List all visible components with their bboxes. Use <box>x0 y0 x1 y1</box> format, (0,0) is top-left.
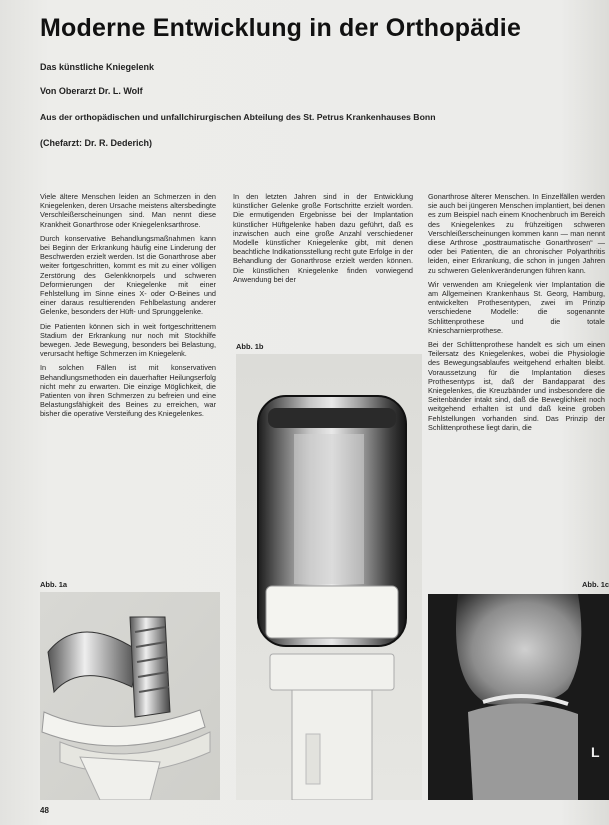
xray-side-marker: L <box>591 744 600 760</box>
paragraph: In den letzten Jahren sind in der Entwicklung künstlicher Gelenke große Fortschritte erzielt worden. Die ermutigenden Ergebnisse bei der Implantation künstlicher Hüftgelenke haben dazu geführt, daß es inzwischen auch eine große Anzahl verschiedener Modelle künstlicher Kniegelenke gibt, mit denen beachtliche Indikationsstellung recht gute Erfolge in der Behandlung der Gonarthrose erzielt werden können. Die künstlichen Kniegelenke finden vorwiegend Anwendung bei der <box>233 192 413 284</box>
figure-1c-xray <box>428 594 609 800</box>
paragraph: In solchen Fällen ist mit konservativen Behandlungsmethoden ein dauerhafter Heilungserfolg nicht mehr zu erwarten. Die einzige Möglichkeit, die Patienten von ihren Schmerzen zu befreien und eine Belastungsfähigkeit des Beines zu erreichen, war bisher die operative Versteifung des Kniegelenkes. <box>40 363 216 419</box>
paragraph: Gonarthrose älterer Menschen. In Einzelfällen werden sie auch bei jüngeren Menschen implantiert, bei denen es zum Beispiel nach einem Knochenbruch im Bereich des Kniegelenkes zu frühzeitigen schweren Verschleißerscheinungen kommen kann — man nennt diese Arthrose „posttraumatische Gonarthrosen“ — oder bei Patienten, die an chronischer Polyarthritis leiden, einer Erkrankung, die schon in jungen Jahren zu schweren Gelenkveränderungen führen kann. <box>428 192 605 275</box>
paragraph: Bei der Schlittenprothese handelt es sich um einen Teilersatz des Kniegelenkes, wobei die Physiologie des Bewegungsablaufes weitgehend erhalten bleibt. Voraussetzung für die Implantation dieses Prothesentyps ist, daß der Bandapparat des Kniegelenkes, die Kreuzbänder und insbesondere die Seitenbänder intakt sind, daß die Beweglichkeit noch weitgehend erhalten ist und daß keine groben Fehlstellungen vorhanden sind. Das Prinzip der Schlittenprothese liegt darin, die <box>428 340 605 432</box>
paragraph: Die Patienten können sich in weit fortgeschrittenem Stadium der Erkrankung nur noch mit Stockhilfe bewegen. Jede Bewegung, besonders bei Belastung, verursacht heftige Schmerzen im Kniegelenk. <box>40 321 216 359</box>
article-affiliation: Aus der orthopädischen und unfallchirurgischen Abteilung des St. Petrus Krankenhauses Bonn <box>40 112 436 122</box>
figure-1a-prosthesis-photo <box>40 592 220 800</box>
paragraph: Durch konservative Behandlungsmaßnahmen kann bei Beginn der Erkrankung häufig eine Linderung der Beschwerden erzielt werden. Ist die Gonarthrose aber weiter fortgeschritten, kommt es mit zu einer völligen Zerstörung des Gelenkknorpels und schweren Deformierungen der Kniegelenke mit einer Fehlstellung im Sinne eines X- oder O-Beines und einer daraus resultierenden Fehlbelastung anderer Gelenke, besonders der Hüft- und Sprunggelenke. <box>40 233 216 317</box>
text-column-2 <box>233 192 413 322</box>
figure-caption-1b: Abb. 1b <box>236 342 264 351</box>
paragraph: Wir verwenden am Kniegelenk vier Implantation die am Allgemeinen Krankenhaus St. Georg, Hamburg, entwickelten Prothesentypen, zwei im Prinzip verschiedene Modelle: die sogenannte Schlittenprothese und die totale Kniescharnierprothese. <box>428 279 605 335</box>
text-column-3 <box>428 192 605 567</box>
page-number: 48 <box>40 806 49 815</box>
article-author: Von Oberarzt Dr. L. Wolf <box>40 86 143 96</box>
article-title: Moderne Entwicklung in der Orthopädie <box>40 14 522 42</box>
article-chief: (Chefarzt: Dr. R. Dederich) <box>40 138 153 148</box>
paragraph: Viele ältere Menschen leiden an Schmerzen in den Kniegelenken, deren Ursache meistens altersbedingte Verschleißerscheinungen sind. Man nennt diese Krankheit Gonarthrose oder Kniegelenksarthrose. <box>40 192 216 229</box>
article-subtitle: Das künstliche Kniegelenk <box>40 62 155 72</box>
text-column-1 <box>40 192 216 510</box>
figure-1b-hinge-prosthesis-photo <box>236 354 422 800</box>
figure-caption-1c: Abb. 1c <box>582 580 609 589</box>
figure-caption-1a: Abb. 1a <box>40 580 68 589</box>
